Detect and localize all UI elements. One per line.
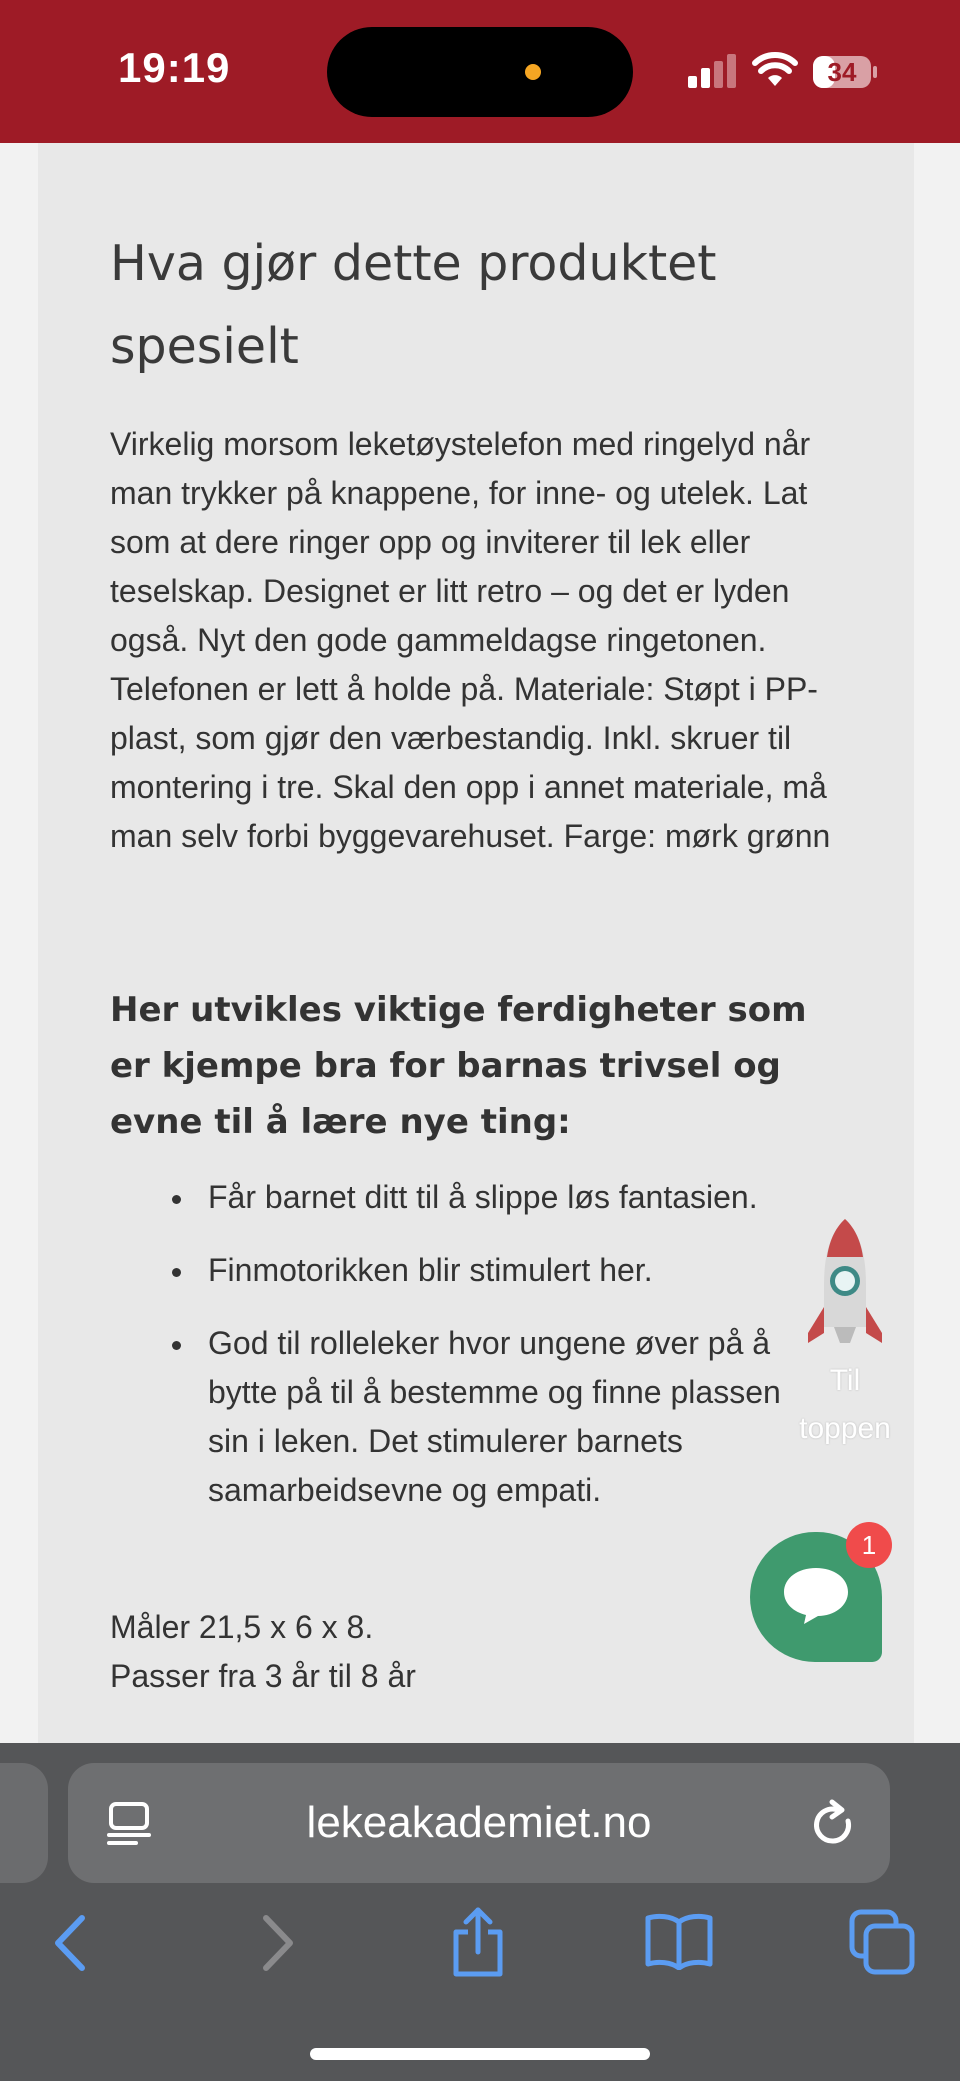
age-range-text: Passer fra 3 år til 8 år [110, 1658, 416, 1694]
product-description: Virkelig morsom leketøystelefon med ringelyd når man trykker på knappene, for inne- og utelek. Lat som at dere ringer opp og inviterer til lek eller teselskap. Designet er litt retro – og det er lyden også. Nyt den gode gammeldagse ringetonen. Telefonen er lett å holde på. Materiale: Støpt i PP-plast, som gjør den værbestandig. Inkl. skruer til montering i tre. Skal den opp i annet materiale, må man selv forbi byggevarehuset. Farge: mørk grønn [110, 426, 831, 854]
share-icon[interactable] [450, 1906, 506, 1978]
privacy-indicator-dot [525, 64, 541, 80]
list-item: God til rolleleker hvor ungene øver på å bytte på til å bestemme og finne plassen sin i leken. Det stimulerer barnets samarbeidsevne og empati. [168, 1319, 828, 1515]
tabs-icon[interactable] [848, 1908, 916, 1976]
back-to-top-label [790, 1357, 900, 1453]
battery-level: 34 [827, 57, 857, 87]
chat-bubble-icon [782, 1566, 850, 1626]
back-icon[interactable] [50, 1914, 90, 1972]
url-text: lekeakademiet.no [306, 1798, 652, 1847]
back-to-top-label-line1: Til [829, 1364, 861, 1397]
rocket-icon [790, 1215, 900, 1365]
list-item: Finmotorikken blir stimulert her. [168, 1246, 828, 1295]
back-to-top-button[interactable] [790, 1215, 900, 1445]
skills-list [168, 1173, 828, 1539]
bookmarks-icon[interactable] [644, 1912, 714, 1970]
back-to-top-label-line2: toppen [799, 1412, 891, 1445]
previous-tab-peek[interactable] [0, 1763, 48, 1883]
list-item: Får barnet ditt til å slippe løs fantasien. [168, 1173, 828, 1222]
dynamic-island [327, 27, 633, 117]
wifi-icon [752, 52, 798, 88]
product-specs [110, 1603, 416, 1701]
cellular-signal-icon [688, 54, 738, 88]
skills-heading: Her utvikles viktige ferdigheter som er kjempe bra for barnas trivsel og evne til å lære nye ting: [110, 990, 807, 1142]
battery-icon [812, 55, 878, 89]
section-heading: Hva gjør dette produktet spesielt [110, 235, 717, 375]
forward-icon[interactable] [258, 1914, 298, 1972]
dimensions-text: Måler 21,5 x 6 x 8. [110, 1609, 374, 1645]
address-bar[interactable] [68, 1763, 890, 1883]
reload-icon[interactable] [810, 1799, 856, 1849]
status-time: 19:19 [118, 44, 231, 91]
status-bar [0, 0, 960, 143]
home-indicator [310, 2048, 650, 2060]
chat-notification-badge: 1 [846, 1522, 892, 1568]
